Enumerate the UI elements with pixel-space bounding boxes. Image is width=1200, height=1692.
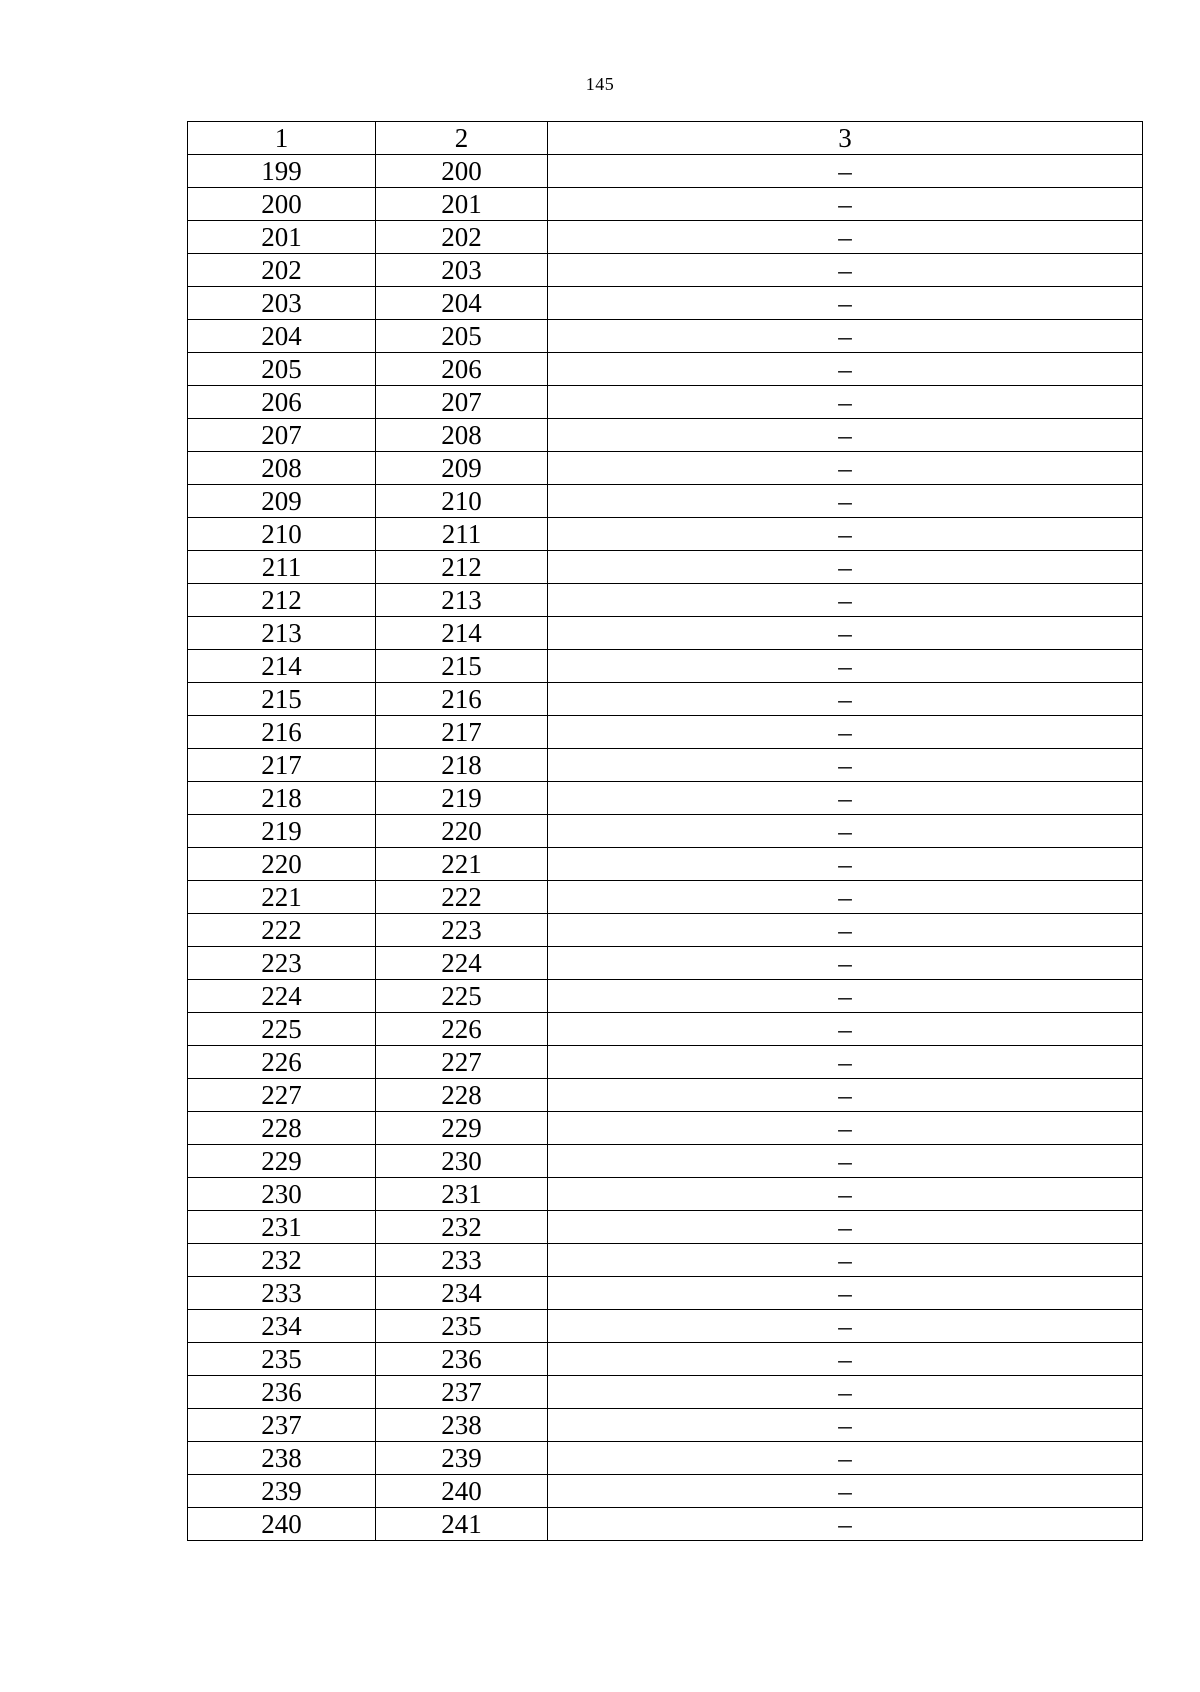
table-cell-col-2: 236: [376, 1343, 548, 1376]
table-row: [188, 1244, 1143, 1277]
table-row: [188, 584, 1143, 617]
table-row: [188, 1178, 1143, 1211]
column-header-3: 3: [548, 122, 1143, 155]
table-cell-col-3: –: [548, 518, 1143, 551]
table-cell-col-2: 221: [376, 848, 548, 881]
table-cell-col-2: 202: [376, 221, 548, 254]
table-cell-col-2: 220: [376, 815, 548, 848]
table-cell-col-3: –: [548, 155, 1143, 188]
table-cell-col-3: –: [548, 683, 1143, 716]
table-cell-col-3: –: [548, 584, 1143, 617]
table-cell-col-2: 206: [376, 353, 548, 386]
table-cell-col-3: –: [548, 1112, 1143, 1145]
table-cell-col-1: 212: [188, 584, 376, 617]
table-cell-col-3: –: [548, 320, 1143, 353]
table-cell-col-3: –: [548, 650, 1143, 683]
table-row: [188, 947, 1143, 980]
table-cell-col-1: 205: [188, 353, 376, 386]
table-cell-col-3: –: [548, 1409, 1143, 1442]
table-cell-col-2: 212: [376, 551, 548, 584]
table-cell-col-2: 222: [376, 881, 548, 914]
table-cell-col-2: 205: [376, 320, 548, 353]
table-cell-col-2: 227: [376, 1046, 548, 1079]
table-row: [188, 1112, 1143, 1145]
table-cell-col-2: 226: [376, 1013, 548, 1046]
table-cell-col-2: 215: [376, 650, 548, 683]
table-cell-col-1: 207: [188, 419, 376, 452]
table-cell-col-1: 213: [188, 617, 376, 650]
table-cell-col-2: 233: [376, 1244, 548, 1277]
table-cell-col-1: 224: [188, 980, 376, 1013]
table-cell-col-2: 213: [376, 584, 548, 617]
table-cell-col-2: 204: [376, 287, 548, 320]
table-row: [188, 848, 1143, 881]
table-row: [188, 1376, 1143, 1409]
table-row: [188, 914, 1143, 947]
table-cell-col-2: 210: [376, 485, 548, 518]
table-row: [188, 683, 1143, 716]
table-cell-col-3: –: [548, 1178, 1143, 1211]
table-row: [188, 551, 1143, 584]
table-cell-col-1: 231: [188, 1211, 376, 1244]
table-body: [188, 122, 1143, 1541]
table-cell-col-1: 228: [188, 1112, 376, 1145]
table-cell-col-1: 238: [188, 1442, 376, 1475]
table-row: [188, 782, 1143, 815]
table-cell-col-2: 232: [376, 1211, 548, 1244]
table-cell-col-3: –: [548, 221, 1143, 254]
table-cell-col-1: 232: [188, 1244, 376, 1277]
table-cell-col-3: –: [548, 716, 1143, 749]
table-row: [188, 1277, 1143, 1310]
table-cell-col-2: 219: [376, 782, 548, 815]
table-cell-col-2: 208: [376, 419, 548, 452]
table-cell-col-2: 238: [376, 1409, 548, 1442]
table-cell-col-2: 241: [376, 1508, 548, 1541]
table-cell-col-3: –: [548, 749, 1143, 782]
page-number: 145: [585, 74, 615, 94]
table-cell-col-2: 239: [376, 1442, 548, 1475]
table-cell-col-2: 203: [376, 254, 548, 287]
table-cell-col-1: 216: [188, 716, 376, 749]
table-cell-col-3: –: [548, 1442, 1143, 1475]
table-cell-col-3: –: [548, 1277, 1143, 1310]
table-header-row: [188, 122, 1143, 155]
table-cell-col-1: 240: [188, 1508, 376, 1541]
table-cell-col-1: 223: [188, 947, 376, 980]
table-cell-col-3: –: [548, 1211, 1143, 1244]
table-row: [188, 815, 1143, 848]
table-row: [188, 1145, 1143, 1178]
table-cell-col-3: –: [548, 287, 1143, 320]
table-cell-col-3: –: [548, 353, 1143, 386]
table-row: [188, 353, 1143, 386]
table-cell-col-3: –: [548, 1508, 1143, 1541]
table-cell-col-3: –: [548, 782, 1143, 815]
table-cell-col-2: 231: [376, 1178, 548, 1211]
table-cell-col-3: –: [548, 254, 1143, 287]
table-cell-col-1: 239: [188, 1475, 376, 1508]
table-cell-col-3: –: [548, 1475, 1143, 1508]
table-row: [188, 1409, 1143, 1442]
table-cell-col-1: 227: [188, 1079, 376, 1112]
table-cell-col-1: 202: [188, 254, 376, 287]
table-cell-col-1: 229: [188, 1145, 376, 1178]
table-cell-col-1: 206: [188, 386, 376, 419]
table-cell-col-1: 199: [188, 155, 376, 188]
table-row: [188, 1343, 1143, 1376]
table-row: [188, 1475, 1143, 1508]
table-cell-col-2: 214: [376, 617, 548, 650]
table-cell-col-2: 237: [376, 1376, 548, 1409]
table-row: [188, 881, 1143, 914]
table-cell-col-1: 234: [188, 1310, 376, 1343]
table-cell-col-2: 235: [376, 1310, 548, 1343]
table-cell-col-1: 208: [188, 452, 376, 485]
table-cell-col-3: –: [548, 881, 1143, 914]
table-cell-col-2: 209: [376, 452, 548, 485]
table-row: [188, 1046, 1143, 1079]
table-cell-col-1: 210: [188, 518, 376, 551]
table-row: [188, 386, 1143, 419]
table-row: [188, 650, 1143, 683]
table-cell-col-2: 229: [376, 1112, 548, 1145]
table-cell-col-2: 223: [376, 914, 548, 947]
table-cell-col-3: –: [548, 1013, 1143, 1046]
table-cell-col-2: 200: [376, 155, 548, 188]
table-row: [188, 749, 1143, 782]
table-cell-col-1: 218: [188, 782, 376, 815]
table-row: [188, 1013, 1143, 1046]
data-table-container: [187, 121, 1142, 1541]
table-row: [188, 254, 1143, 287]
table-cell-col-2: 234: [376, 1277, 548, 1310]
table-cell-col-2: 211: [376, 518, 548, 551]
table-row: [188, 188, 1143, 221]
column-header-2: 2: [376, 122, 548, 155]
table-cell-col-1: 226: [188, 1046, 376, 1079]
table-row: [188, 221, 1143, 254]
table-cell-col-3: –: [548, 485, 1143, 518]
table-cell-col-2: 216: [376, 683, 548, 716]
table-cell-col-2: 240: [376, 1475, 548, 1508]
table-cell-col-1: 211: [188, 551, 376, 584]
table-cell-col-3: –: [548, 1046, 1143, 1079]
table-cell-col-3: –: [548, 1343, 1143, 1376]
table-cell-col-1: 222: [188, 914, 376, 947]
table-cell-col-3: –: [548, 386, 1143, 419]
table-cell-col-1: 201: [188, 221, 376, 254]
table-row: [188, 1508, 1143, 1541]
table-cell-col-2: 218: [376, 749, 548, 782]
table-cell-col-3: –: [548, 815, 1143, 848]
table-row: [188, 287, 1143, 320]
table-row: [188, 1079, 1143, 1112]
table-cell-col-2: 228: [376, 1079, 548, 1112]
table-cell-col-3: –: [548, 947, 1143, 980]
table-row: [188, 1211, 1143, 1244]
table-row: [188, 485, 1143, 518]
table-cell-col-3: –: [548, 551, 1143, 584]
table-cell-col-1: 235: [188, 1343, 376, 1376]
table-cell-col-3: –: [548, 1376, 1143, 1409]
table-row: [188, 1310, 1143, 1343]
table-cell-col-2: 201: [376, 188, 548, 221]
table-cell-col-1: 203: [188, 287, 376, 320]
table-row: [188, 716, 1143, 749]
table-cell-col-2: 225: [376, 980, 548, 1013]
table-cell-col-1: 214: [188, 650, 376, 683]
table-cell-col-1: 204: [188, 320, 376, 353]
table-cell-col-1: 215: [188, 683, 376, 716]
table-cell-col-1: 220: [188, 848, 376, 881]
table-cell-col-1: 209: [188, 485, 376, 518]
data-table: [187, 121, 1143, 1541]
table-cell-col-1: 237: [188, 1409, 376, 1442]
table-cell-col-3: –: [548, 1310, 1143, 1343]
table-row: [188, 419, 1143, 452]
table-cell-col-1: 219: [188, 815, 376, 848]
table-row: [188, 617, 1143, 650]
table-cell-col-3: –: [548, 914, 1143, 947]
table-cell-col-2: 224: [376, 947, 548, 980]
table-cell-col-1: 230: [188, 1178, 376, 1211]
table-cell-col-1: 233: [188, 1277, 376, 1310]
table-cell-col-3: –: [548, 848, 1143, 881]
table-row: [188, 980, 1143, 1013]
table-cell-col-1: 221: [188, 881, 376, 914]
table-cell-col-1: 200: [188, 188, 376, 221]
table-cell-col-3: –: [548, 188, 1143, 221]
table-cell-col-2: 230: [376, 1145, 548, 1178]
table-cell-col-3: –: [548, 452, 1143, 485]
table-cell-col-2: 207: [376, 386, 548, 419]
table-cell-col-3: –: [548, 1244, 1143, 1277]
column-header-1: 1: [188, 122, 376, 155]
table-cell-col-1: 225: [188, 1013, 376, 1046]
table-cell-col-3: –: [548, 617, 1143, 650]
table-row: [188, 320, 1143, 353]
table-cell-col-1: 217: [188, 749, 376, 782]
table-row: [188, 155, 1143, 188]
table-row: [188, 452, 1143, 485]
table-cell-col-1: 236: [188, 1376, 376, 1409]
table-row: [188, 1442, 1143, 1475]
table-cell-col-3: –: [548, 1079, 1143, 1112]
table-cell-col-2: 217: [376, 716, 548, 749]
table-cell-col-3: –: [548, 419, 1143, 452]
table-cell-col-3: –: [548, 1145, 1143, 1178]
table-cell-col-3: –: [548, 980, 1143, 1013]
table-row: [188, 518, 1143, 551]
